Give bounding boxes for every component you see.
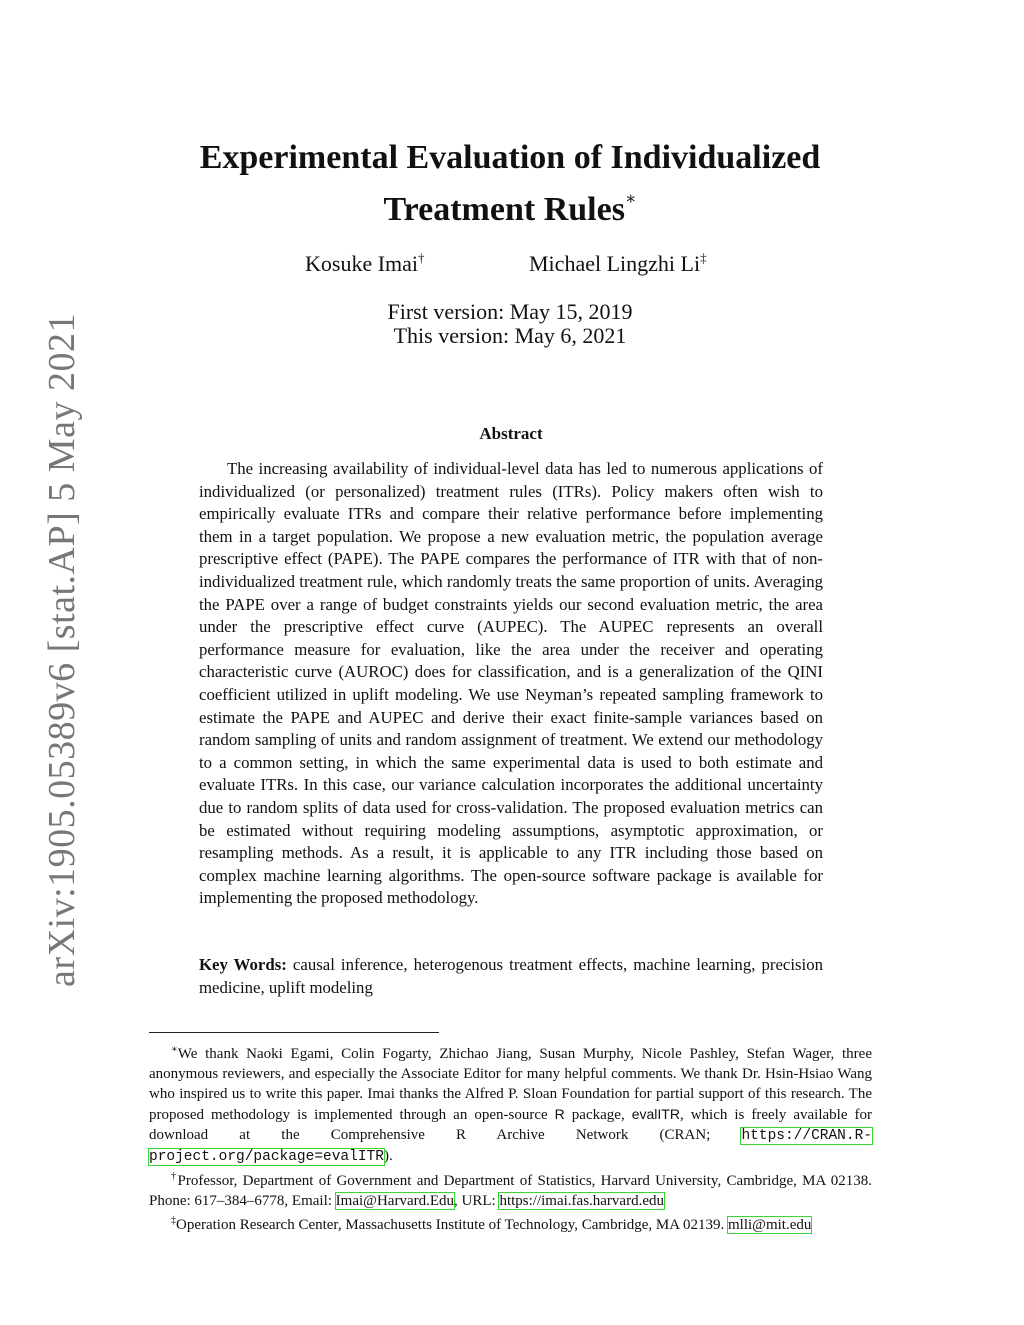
first-version: First version: May 15, 2019 — [387, 299, 633, 324]
keywords — [199, 954, 823, 999]
footnote-2-text-b: , URL: — [454, 1193, 500, 1209]
li-email-link[interactable]: mlli@mit.edu — [727, 1217, 812, 1233]
version-dates — [300, 300, 720, 348]
author-2-mark: ‡ — [700, 250, 707, 265]
keywords-text: causal inference, heterogenous treatment effects, machine learning, precision medicine, uplift modeling — [199, 955, 823, 997]
footnote-3-text: Operation Research Center, Massachusetts Institute of Technology, Cambridge, MA 02139. — [176, 1217, 728, 1233]
author-2 — [529, 250, 707, 277]
title-footnote-mark: ∗ — [624, 189, 637, 208]
footnote-1-text-d: ). — [383, 1148, 393, 1164]
footnote-3 — [149, 1211, 872, 1235]
abstract-body: The increasing availability of individual-level data has led to numerous applications of individualized (or personalized) treatment rules (ITRs). Policy makers often wish to empirically evaluate ITRs and compare their relative performance before implementing them in a target population. We propose a new evaluation metric, the population average prescriptive effect (PAPE). The PAPE compares the performance of ITR with that of non-individualized treatment rule, which randomly treats the same proportion of units. Averaging the PAPE over a range of budget constraints yields our second evaluation metric, the area under the prescriptive effect curve (AUPEC). The AUPEC represents an overall performance measure for evaluation, like the area under the receiver and operating characteristic curve (AUROC) does for classification, and is a generalization of the QINI coefficient utilized in uplift modeling. We use Neyman’s repeated sampling framework to estimate the PAPE and AUPEC and derive their exact finite-sample variances based on random sampling of units and random assignment of treatment. We extend our methodology to a common setting, in which the same experimental data is used to both estimate and evaluate ITRs. In this case, our variance calculation incorporates the additional uncertainty due to random splits of data used for cross-validation. The proposed evaluation metrics can be estimated without requiring modeling assumptions, asymptotic approximation, or resampling methods. As a result, it is applicable to any ITR including those based on complex machine learning algorithms. The open-source software package is available for implementing the proposed methodology. — [199, 459, 823, 908]
footnote-3-mark: ‡ — [171, 1215, 176, 1226]
paper-title — [150, 137, 870, 230]
package-name: evalITR — [631, 1106, 680, 1122]
footnote-1-text-b: package, — [564, 1107, 632, 1123]
r-language-name: R — [554, 1106, 565, 1122]
this-version: This version: May 6, 2021 — [393, 323, 627, 348]
footnotes — [149, 1040, 872, 1235]
author-2-name: Michael Lingzhi Li — [529, 251, 701, 276]
arxiv-identifier-stamp: arXiv:1905.05389v6 [stat.AP] 5 May 2021 — [41, 313, 83, 987]
imai-email-link[interactable]: Imai@Harvard.Edu — [335, 1193, 455, 1209]
cran-package-link[interactable]: https://CRAN.R-project.org/package=evalITR — [149, 1128, 872, 1165]
abstract-heading: Abstract — [479, 424, 543, 443]
footnote-2-text: Professor, Department of Government and Department of Statistics, Harvard University, Cambridge, MA 02138. Phone: 617–384–6778, Email: — [149, 1173, 872, 1209]
author-1-mark: † — [418, 250, 425, 265]
title-line-2 — [150, 178, 870, 230]
footnote-1 — [149, 1040, 872, 1167]
footnote-1-mark: ∗ — [171, 1044, 178, 1055]
author-1 — [305, 250, 425, 277]
title-line-2-text: Treatment Rules — [383, 191, 625, 228]
keywords-label: Key Words: — [199, 955, 287, 974]
footnote-1-text-c: , which is freely available for download at the Comprehensive R Archive Network (CRAN; — [149, 1107, 872, 1143]
title-line-1: Experimental Evaluation of Individualized — [199, 139, 821, 176]
footnote-rule — [149, 1032, 439, 1033]
footnote-2-mark: † — [171, 1171, 178, 1182]
imai-website-link[interactable]: https://imai.fas.harvard.edu — [499, 1193, 664, 1209]
footnote-1-text: We thank Naoki Egami, Colin Fogarty, Zhichao Jiang, Susan Murphy, Nicole Pashley, Stefan Wager, three anonymous reviewers, and especially the Associate Editor for many helpful comments. We thank Dr. Hsin-Hsiao Wang who inspired us to write this paper. Imai thanks the Alfred P. Sloan Foundation for partial support of this research. The proposed methodology is implemented through an open-source — [149, 1046, 872, 1123]
footnote-2 — [149, 1167, 872, 1211]
author-1-name: Kosuke Imai — [305, 251, 419, 276]
